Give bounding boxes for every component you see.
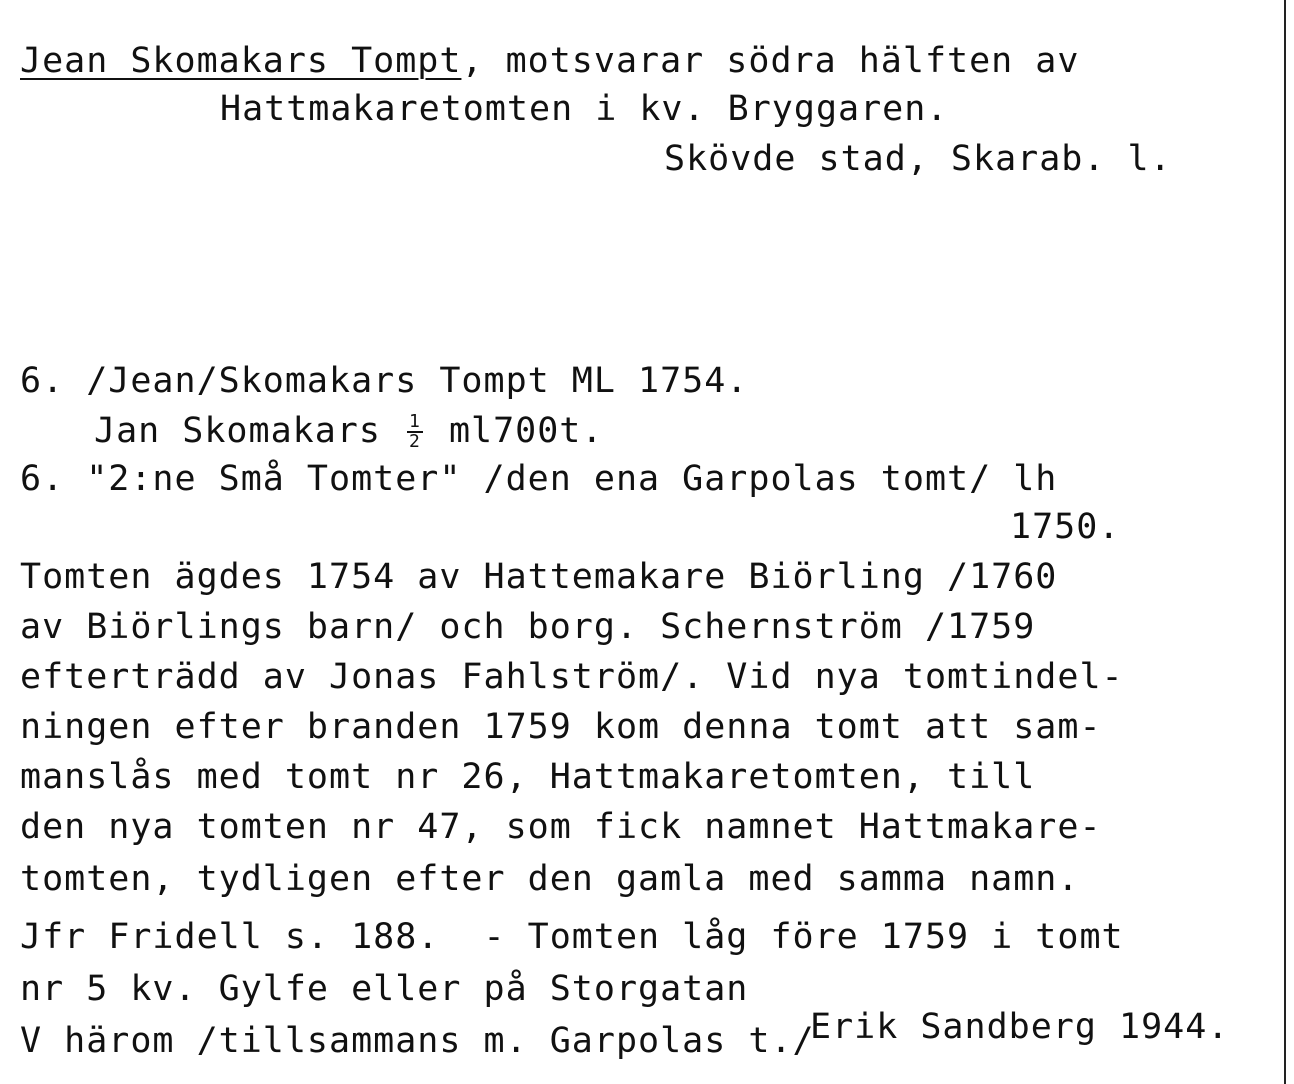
body-line-6: den nya tomten nr 47, som fick namnet Hattmakare- [20, 807, 1102, 847]
source-line-2-b: ml700t. [448, 411, 604, 451]
body-line-1: Tomten ägdes 1754 av Hattemakare Biörling /1760 [20, 557, 1058, 597]
body-line-8: Jfr Fridell s. 188. - Tomten låg före 1759 i tomt [20, 917, 1124, 957]
card-right-edge [1284, 0, 1286, 1084]
title-rest: , motsvarar södra hälften av [461, 41, 1080, 81]
source-line-3: 6. "2:ne Små Tomter" /den ena Garpolas tomt/ lh [20, 459, 1058, 499]
fraction-denominator: 2 [409, 431, 421, 452]
header-line-2: Hattmakaretomten i kv. Bryggaren. [220, 89, 949, 129]
body-line-2: av Biörlings barn/ och borg. Schernström /1759 [20, 607, 1036, 647]
header-line-1 [20, 36, 1079, 86]
source-line-2 [94, 406, 603, 456]
body-line-9: nr 5 kv. Gylfe eller på Storgatan [20, 969, 749, 1009]
body-line-10: V härom /tillsammans m. Garpolas t./ [20, 1021, 815, 1061]
body-line-5: manslås med tomt nr 26, Hattmakaretomten, till [20, 757, 1036, 797]
source-line-2-a: Jan Skomakars [94, 411, 381, 451]
half-fraction [407, 413, 423, 451]
header-line-3: Skövde stad, Skarab. l. [664, 139, 1172, 179]
title-name: Jean Skomakars Tompt [20, 41, 462, 81]
signature: Erik Sandberg 1944. [810, 1007, 1230, 1047]
fraction-numerator: 1 [409, 411, 421, 432]
body-line-7: tomten, tydligen efter den gamla med samma namn. [20, 859, 1080, 899]
source-line-4: 1750. [1010, 507, 1121, 547]
body-line-3: efterträdd av Jonas Fahlström/. Vid nya tomtindel- [20, 657, 1124, 697]
source-line-1: 6. /Jean/Skomakars Tompt ML 1754. [20, 361, 749, 401]
body-line-4: ningen efter branden 1759 kom denna tomt att sam- [20, 707, 1102, 747]
